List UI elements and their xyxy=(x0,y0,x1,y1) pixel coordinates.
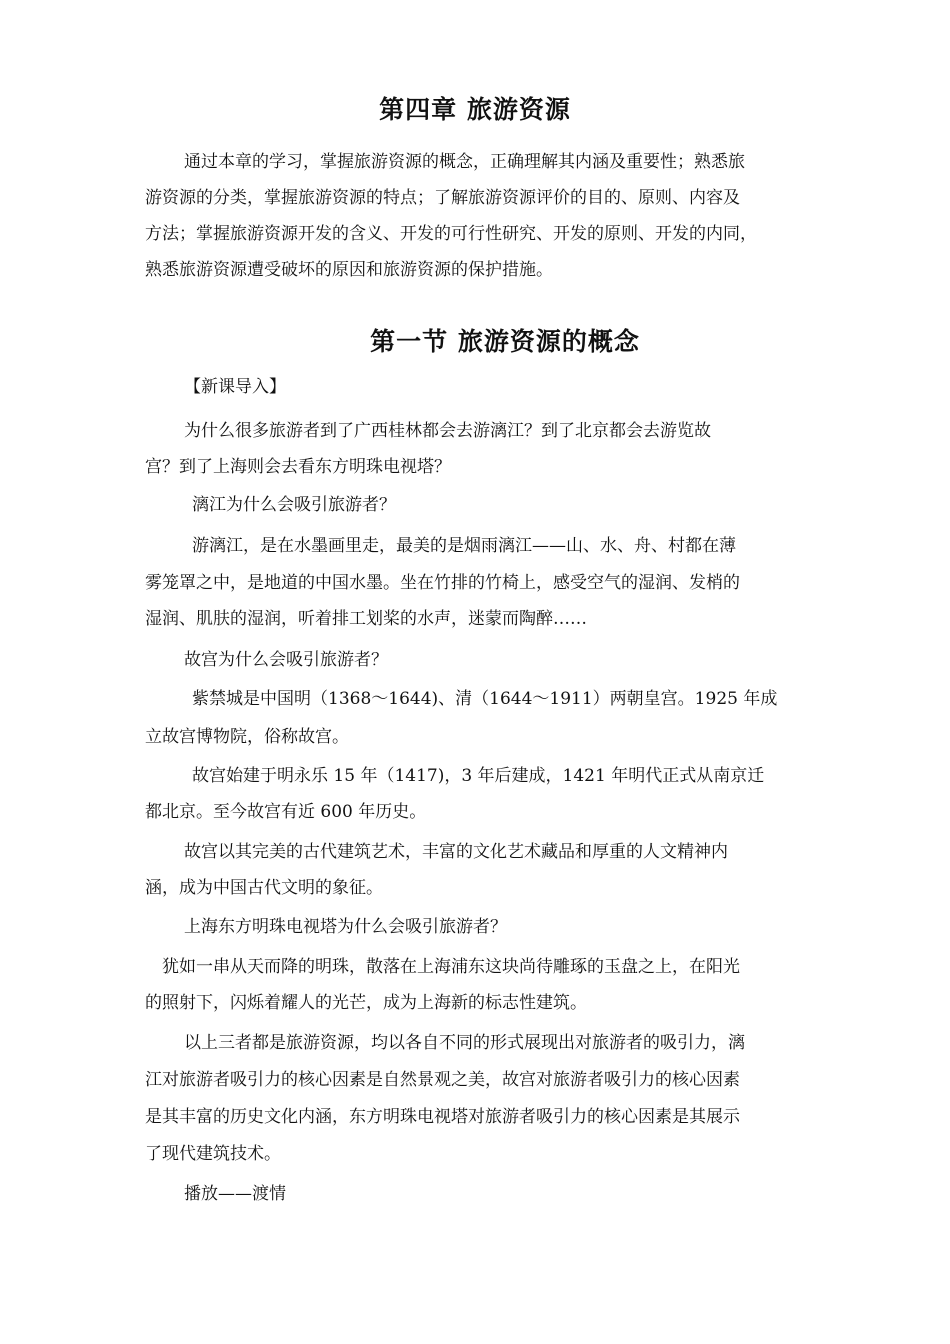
body-line: 涵，成为中国古代文明的象征。 xyxy=(145,878,383,898)
body-line: 以上三者都是旅游资源，均以各自不同的形式展现出对旅游者的吸引力，漓 xyxy=(184,1033,745,1053)
body-line: 宫？到了上海则会去看东方明珠电视塔？ xyxy=(145,457,451,477)
body-line: 湿润、肌肤的湿润，听着排工划桨的水声，迷蒙而陶醉…… xyxy=(145,609,587,629)
body-line: 故宫为什么会吸引旅游者？ xyxy=(184,650,388,670)
body-line: 故宫始建于明永乐 15 年（1417)，3 年后建成，1421 年明代正式从南京迁 xyxy=(192,766,765,786)
intro-line: 方法；掌握旅游资源开发的含义、开发的可行性研究、开发的原则、开发的内同， xyxy=(145,224,757,244)
intro-line: 游资源的分类，掌握旅游资源的特点；了解旅游资源评价的目的、原则、内容及 xyxy=(145,188,740,208)
body-line: 播放——渡情 xyxy=(184,1184,286,1204)
body-line: 江对旅游者吸引力的核心因素是自然景观之美，故宫对旅游者吸引力的核心因素 xyxy=(145,1070,740,1090)
body-line: 漓江为什么会吸引旅游者？ xyxy=(192,495,396,515)
body-line: 是其丰富的历史文化内涵，东方明珠电视塔对旅游者吸引力的核心因素是其展示 xyxy=(145,1107,740,1127)
body-line: 雾笼罩之中，是地道的中国水墨。坐在竹排的竹椅上，感受空气的湿润、发梢的 xyxy=(145,573,740,593)
body-line: 都北京。至今故宫有近 600 年历史。 xyxy=(145,802,427,822)
body-line: 的照射下，闪烁着耀人的光芒，成为上海新的标志性建筑。 xyxy=(145,993,587,1013)
body-line: 犹如一串从天而降的明珠，散落在上海浦东这块尚待雕琢的玉盘之上，在阳光 xyxy=(162,957,740,977)
lead-label: 【新课导入】 xyxy=(184,377,286,397)
intro-line: 熟悉旅游资源遭受破坏的原因和旅游资源的保护措施。 xyxy=(145,260,553,280)
body-line: 了现代建筑技术。 xyxy=(145,1144,281,1164)
body-line: 故宫以其完美的古代建筑艺术，丰富的文化艺术藏品和厚重的人文精神内 xyxy=(184,842,728,862)
chapter-title: 第四章 旅游资源 xyxy=(379,95,571,124)
body-line: 紫禁城是中国明（1368～1644)、清（1644～1911）两朝皇宫。1925 年成 xyxy=(192,689,778,709)
intro-line: 通过本章的学习，掌握旅游资源的概念，正确理解其内涵及重要性；熟悉旅 xyxy=(184,152,745,172)
body-line: 立故宫博物院，俗称故宫。 xyxy=(145,727,349,747)
body-line: 游漓江，是在水墨画里走，最美的是烟雨漓江——山、水、舟、村都在薄 xyxy=(192,536,736,556)
body-line: 上海东方明珠电视塔为什么会吸引旅游者？ xyxy=(184,917,507,937)
section-title: 第一节 旅游资源的概念 xyxy=(370,327,640,356)
body-line: 为什么很多旅游者到了广西桂林都会去游漓江？到了北京都会去游览故 xyxy=(184,421,711,441)
